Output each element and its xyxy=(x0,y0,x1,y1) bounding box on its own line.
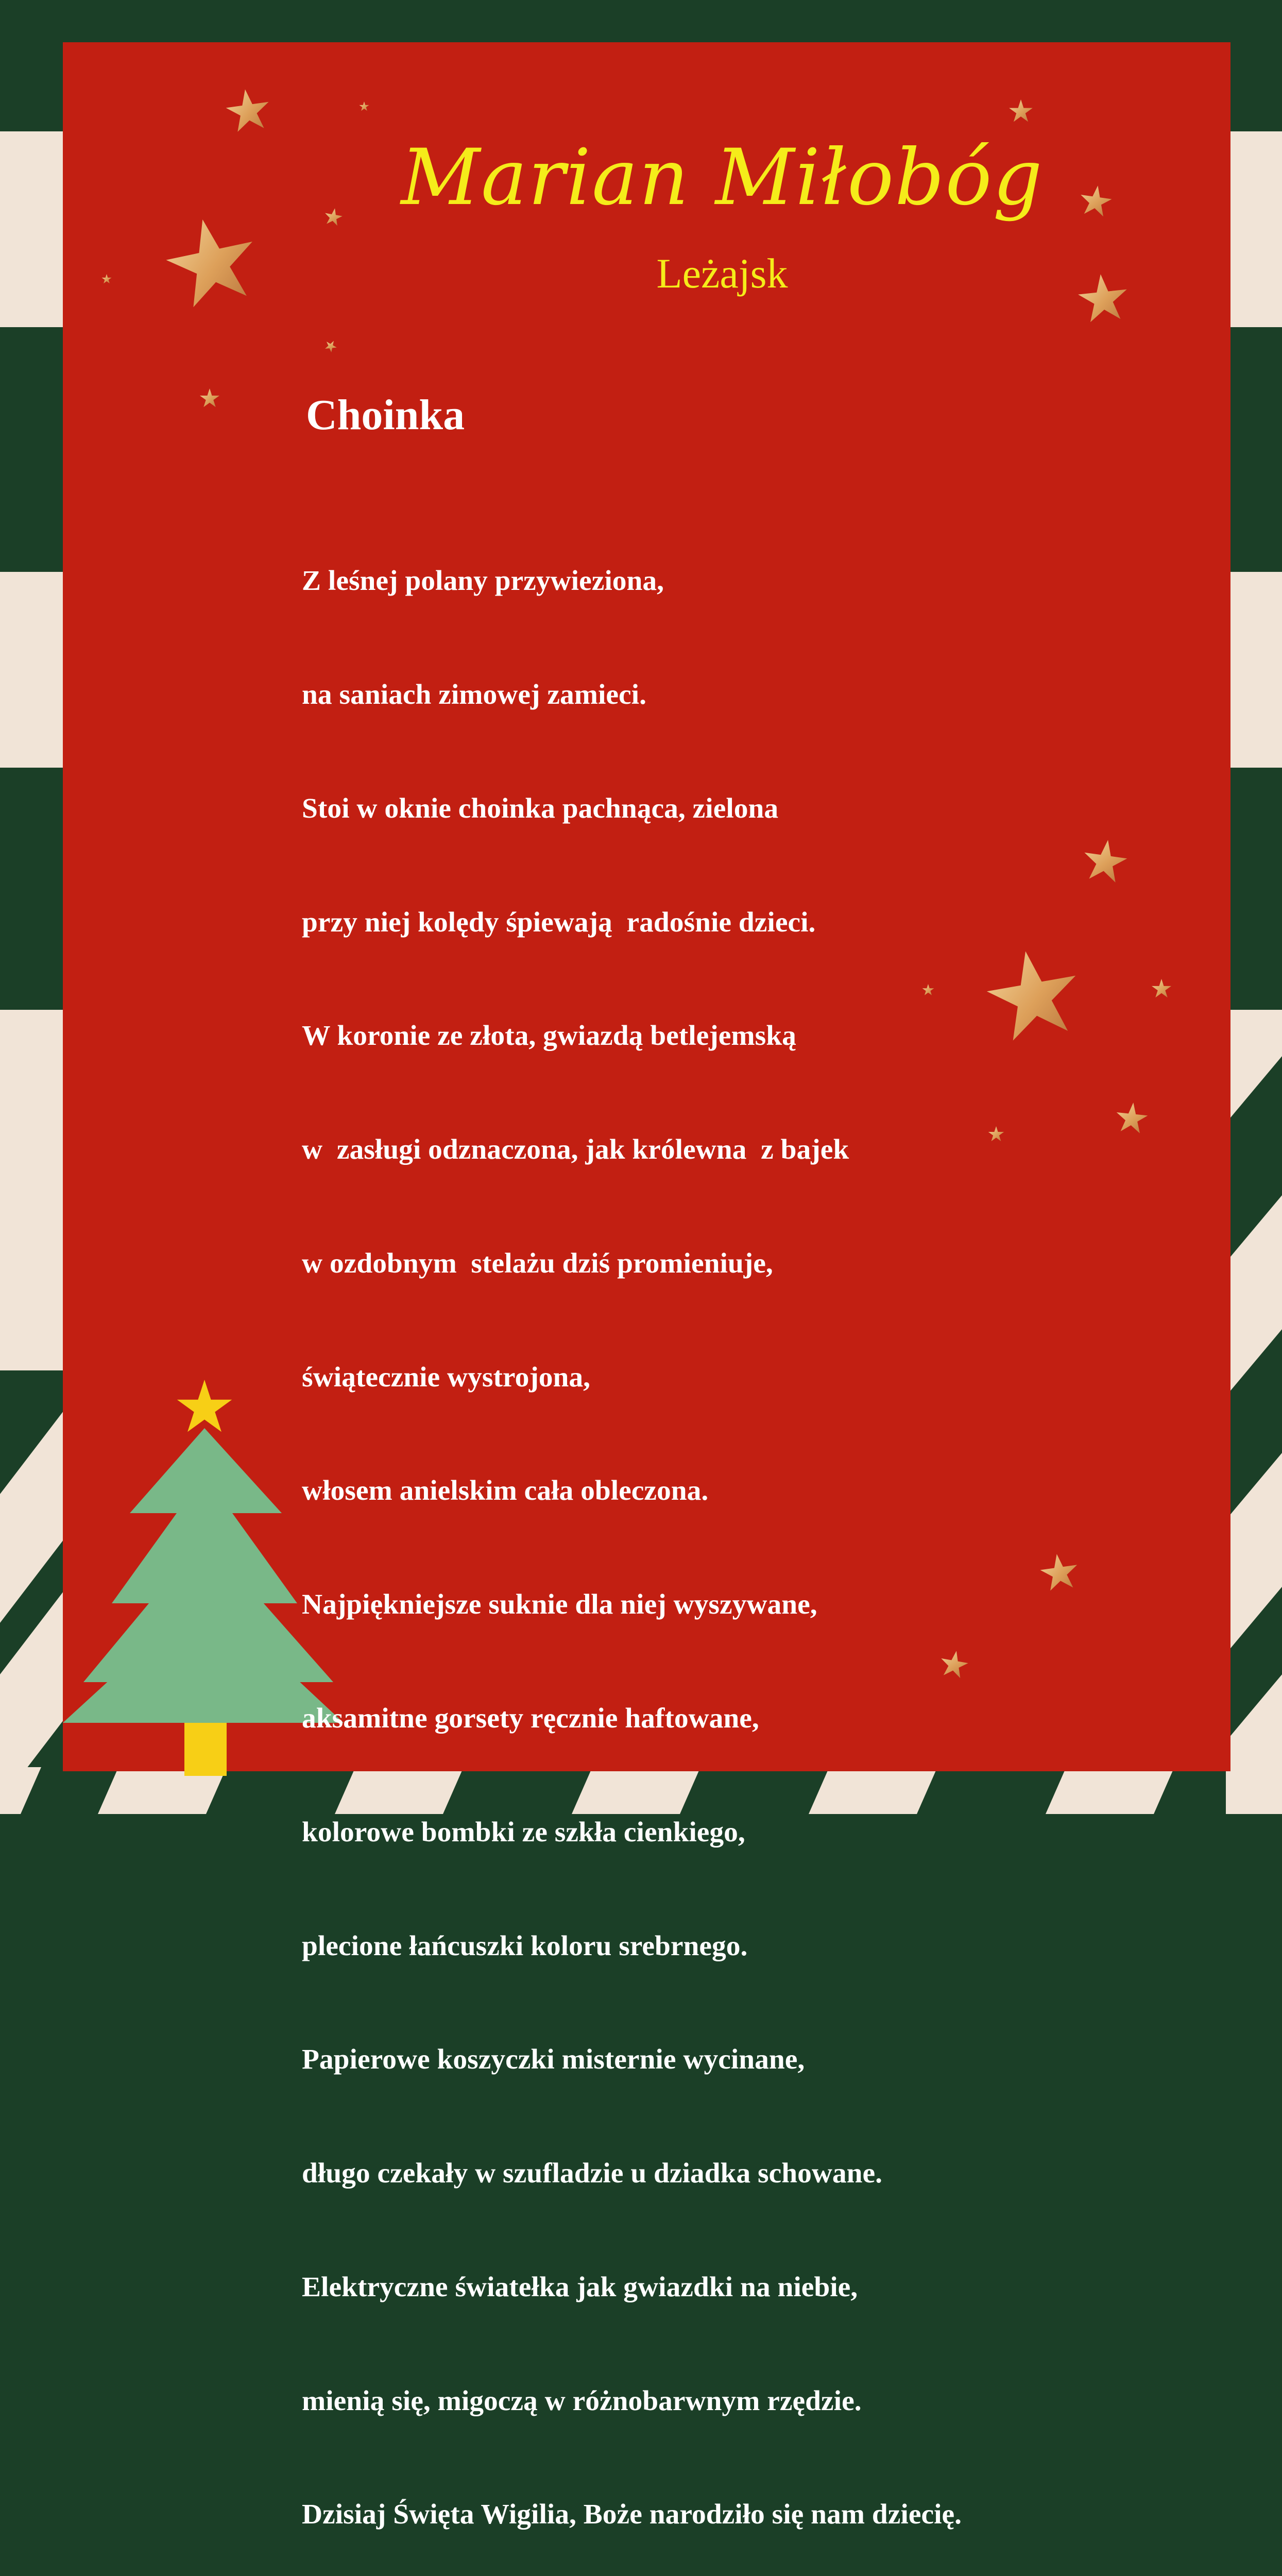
poem-line: włosem anielskim cała obleczona. xyxy=(302,1475,709,1507)
gold-star-icon xyxy=(1152,979,1171,997)
poem-line: długo czekały w szufladzie u dziadka schowane. xyxy=(302,2158,883,2190)
gold-star-icon xyxy=(1081,837,1130,884)
gold-star-icon xyxy=(981,943,1085,1043)
poem-line: Dzisiaj Święta Wigilia, Boże narodziło się nam dziecię. xyxy=(302,2499,962,2531)
poem-line: Najpiękniejsze suknie dla niej wyszywane, xyxy=(302,1589,817,1621)
gold-star-icon xyxy=(1076,272,1130,323)
gold-star-icon xyxy=(224,87,272,133)
poem-line: mienią się, migoczą w różnobarwnym rzędzie. xyxy=(302,2385,862,2417)
author-name: Marian Miłobóg xyxy=(401,133,1044,223)
poem-body xyxy=(302,486,984,2576)
gold-star-icon xyxy=(200,388,219,407)
poem-line: aksamitne gorsety ręcznie haftowane, xyxy=(302,1703,759,1734)
gold-star-icon xyxy=(160,210,263,311)
gold-star-icon xyxy=(323,338,339,353)
poem-line: w zasługi odznaczona, jak królewna z bajek xyxy=(302,1134,849,1166)
gold-star-icon xyxy=(1038,1551,1080,1591)
poem-line: Stoi w oknie choinka pachnąca, zielona xyxy=(302,792,779,824)
poem-line: Papierowe koszyczki misternie wycinane, xyxy=(302,2044,805,2076)
poem-line: Elektryczne światełka jak gwiazdki na niebie, xyxy=(302,2271,858,2303)
poem-line: W koronie ze złota, gwiazdą betlejemską xyxy=(302,1020,796,1052)
poem-line: w ozdobnym stelażu dziś promieniuje, xyxy=(302,1247,773,1279)
poem-title: Choinka xyxy=(306,391,465,439)
poem-card xyxy=(63,42,1230,2531)
poem-line: świątecznie wystrojona, xyxy=(302,1361,591,1393)
poem-line: na saniach zimowej zamieci. xyxy=(302,679,646,710)
poem-line: Z leśnej polany przywieziona, xyxy=(302,565,664,597)
gold-star-icon xyxy=(101,274,111,283)
poem-line: plecione łańcuszki koloru srebrnego. xyxy=(302,1930,748,1962)
poem-line: kolorowe bombki ze szkła cienkiego, xyxy=(302,1816,745,1848)
gold-star-icon xyxy=(359,101,369,111)
gold-star-icon xyxy=(1115,1101,1149,1134)
author-location: Leżajsk xyxy=(656,250,788,297)
gold-star-icon xyxy=(1009,99,1033,122)
poem-line: przy niej kolędy śpiewają radośnie dzieci. xyxy=(302,906,816,938)
gold-star-icon xyxy=(988,1126,1004,1141)
